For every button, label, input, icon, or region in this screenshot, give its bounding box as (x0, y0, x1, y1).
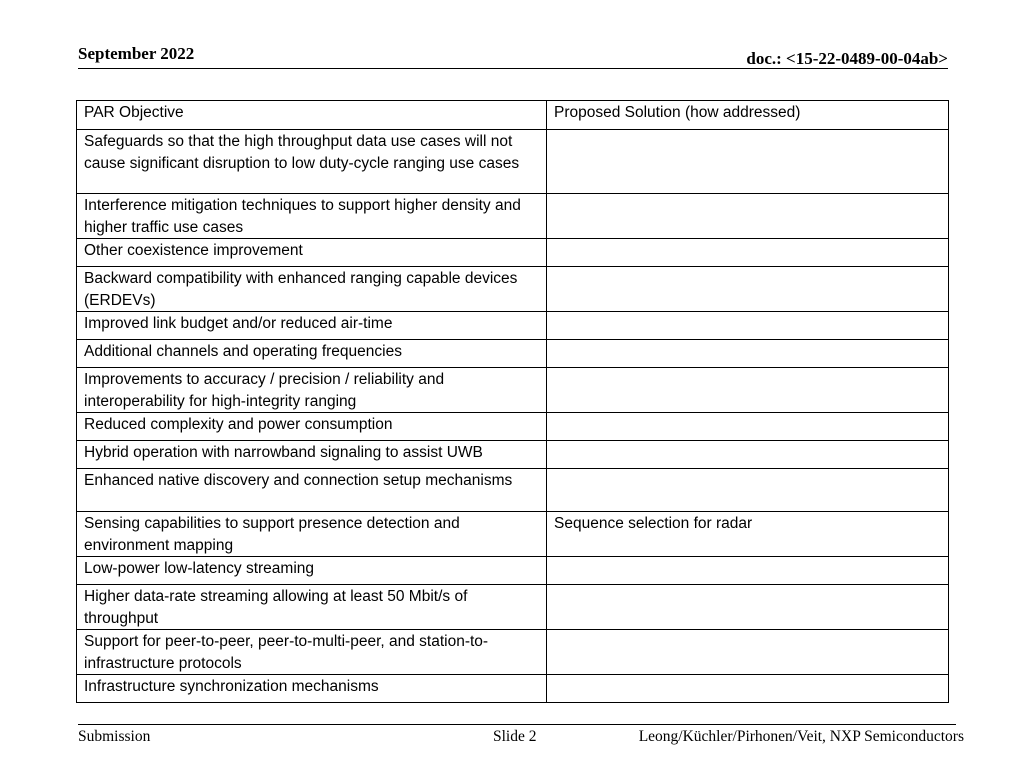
column-header-solution: Proposed Solution (how addressed) (547, 101, 949, 130)
header-doc-id: doc.: <15-22-0489-00-04ab> (746, 49, 948, 68)
objective-cell: Safeguards so that the high throughput data use cases will not cause significant disruption to low duty-cycle ranging use cases (77, 130, 547, 194)
solution-cell (547, 340, 949, 368)
objective-cell: Infrastructure synchronization mechanisms (77, 675, 547, 703)
column-header-objective: PAR Objective (77, 101, 547, 130)
par-table-body (77, 101, 949, 703)
solution-cell (547, 312, 949, 340)
objective-cell: Hybrid operation with narrowband signaling to assist UWB (77, 441, 547, 469)
table-row (77, 312, 949, 340)
table-row (77, 585, 949, 630)
solution-cell (547, 194, 949, 239)
objective-cell: Additional channels and operating frequencies (77, 340, 547, 368)
solution-cell (547, 675, 949, 703)
table-row (77, 413, 949, 441)
table-row (77, 512, 949, 557)
objective-cell: Backward compatibility with enhanced ranging capable devices (ERDEVs) (77, 267, 547, 312)
par-objectives-table (76, 100, 949, 703)
objective-cell: Support for peer-to-peer, peer-to-multi-peer, and station-to-infrastructure protocols (77, 630, 547, 675)
footer-divider (78, 724, 956, 725)
objective-cell: Sensing capabilities to support presence detection and environment mapping (77, 512, 547, 557)
solution-cell (547, 130, 949, 194)
solution-cell: Sequence selection for radar (547, 512, 949, 557)
solution-cell (547, 469, 949, 512)
footer-slide-number: Slide 2 (493, 728, 537, 745)
solution-cell (547, 239, 949, 267)
table-header-row (77, 101, 949, 130)
objective-cell: Enhanced native discovery and connection setup mechanisms (77, 469, 547, 512)
header-divider (78, 68, 948, 69)
table-row (77, 368, 949, 413)
solution-cell (547, 557, 949, 585)
objective-cell: Reduced complexity and power consumption (77, 413, 547, 441)
table-row (77, 130, 949, 194)
solution-cell (547, 368, 949, 413)
solution-cell (547, 585, 949, 630)
objective-cell: Low-power low-latency streaming (77, 557, 547, 585)
footer-submission: Submission (78, 728, 151, 745)
solution-cell (547, 630, 949, 675)
table-row (77, 239, 949, 267)
table-row (77, 194, 949, 239)
objective-cell: Higher data-rate streaming allowing at least 50 Mbit/s of throughput (77, 585, 547, 630)
solution-cell (547, 267, 949, 312)
objective-cell: Improvements to accuracy / precision / reliability and interoperability for high-integrity ranging (77, 368, 547, 413)
solution-cell (547, 413, 949, 441)
table-row (77, 441, 949, 469)
solution-cell (547, 441, 949, 469)
objective-cell: Improved link budget and/or reduced air-time (77, 312, 547, 340)
header-date: September 2022 (78, 44, 195, 63)
objective-cell: Other coexistence improvement (77, 239, 547, 267)
table-row (77, 557, 949, 585)
table-row (77, 340, 949, 368)
footer-authors: Leong/Küchler/Pirhonen/Veit, NXP Semiconductors (638, 728, 964, 745)
objective-cell: Interference mitigation techniques to support higher density and higher traffic use cases (77, 194, 547, 239)
table-row (77, 675, 949, 703)
table-row (77, 630, 949, 675)
table-row (77, 267, 949, 312)
table-row (77, 469, 949, 512)
